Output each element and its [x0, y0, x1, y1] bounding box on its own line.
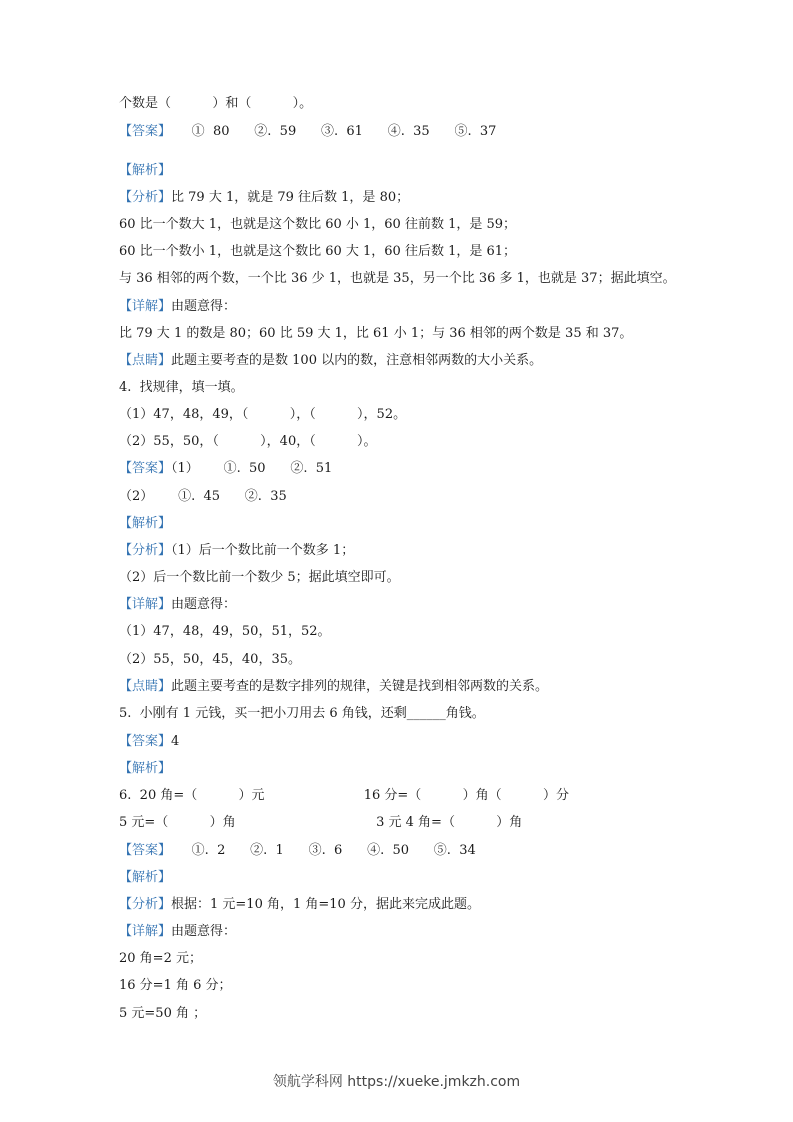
- line-text: 60 比一个数大 1，也就是这个数比 60 小 1，60 往前数 1，是 59；: [119, 217, 517, 232]
- section-tag: 【点睛】: [119, 679, 172, 694]
- line-text: （1） ①. 50 ②. 51: [171, 461, 333, 476]
- line-text: 比 79 大 1 的数是 80；60 比 59 大 1，比 61 小 1；与 36 相邻的两个数是 35 和 37。: [119, 326, 633, 341]
- text-line: [119, 760, 171, 778]
- line-text: 60 比一个数小 1，也就是这个数比 60 大 1，60 往后数 1，是 61；: [119, 244, 517, 259]
- section-tag: 【答案】: [119, 734, 172, 749]
- text-line: [119, 705, 485, 723]
- text-line: [119, 352, 542, 370]
- line-text: 4. 找规律，填一填。: [119, 380, 244, 395]
- line-text: 4: [171, 734, 180, 749]
- line-text: （1）后一个数比前一个数多 1；: [171, 543, 355, 558]
- section-tag: 【详解】: [119, 597, 172, 612]
- line-text: （2） ①. 45 ②. 35: [119, 489, 287, 504]
- text-line: [119, 977, 232, 995]
- text-line: [119, 406, 406, 424]
- line-text: （2）55，50，45，40，35。: [119, 652, 301, 667]
- text-line: [119, 923, 236, 941]
- line-text: 与 36 相邻的两个数，一个比 36 少 1，也就是 35，另一个比 36 多 1，也就是 37；据此填空。: [119, 271, 676, 286]
- section-tag: 【分析】: [119, 897, 172, 912]
- line-text: 根据：1 元=10 角，1 角=10 分，据此来完成此题。: [171, 897, 480, 912]
- section-tag: 【解析】: [119, 761, 172, 776]
- text-line: [119, 896, 480, 914]
- text-line: [119, 189, 409, 207]
- line-text: （1）47，48，49，（ ），（ ），52。: [119, 407, 407, 422]
- text-line: [119, 162, 171, 180]
- text-line: [119, 678, 548, 696]
- section-tag: 【详解】: [119, 299, 172, 314]
- line-text: 比 79 大 1，就是 79 往后数 1，是 80；: [171, 190, 410, 205]
- text-line: [119, 1005, 206, 1023]
- text-line: [119, 787, 569, 805]
- line-text: （1）47，48，49，50，51，52。: [119, 624, 331, 639]
- line-text: 5 元=50 角 ；: [119, 1006, 207, 1021]
- text-line: [119, 869, 171, 887]
- section-tag: 【解析】: [119, 870, 172, 885]
- line-text: （2）后一个数比前一个数少 5；据此填空即可。: [119, 570, 400, 585]
- line-text: ① 80 ②. 59 ③. 61 ④. 35 ⑤. 37: [171, 124, 497, 139]
- text-line: [119, 460, 332, 478]
- page-footer: 领航学科网 https://xueke.jmkzh.com: [272, 1074, 521, 1090]
- line-text: 由题意得：: [171, 597, 237, 612]
- line-text: 由题意得：: [171, 924, 237, 939]
- text-line: [119, 379, 244, 397]
- text-line: [119, 733, 179, 751]
- section-tag: 【点睛】: [119, 353, 172, 368]
- section-tag: 【答案】: [119, 124, 172, 139]
- text-line: [119, 325, 632, 343]
- line-text: 由题意得：: [171, 299, 237, 314]
- section-tag: 【答案】: [119, 461, 172, 476]
- text-line: [119, 270, 676, 288]
- line-text: 此题主要考查的是数 100 以内的数，注意相邻两数的大小关系。: [171, 353, 543, 368]
- line-text: 此题主要考查的是数字排列的规律，关键是找到相邻两数的关系。: [171, 679, 549, 694]
- text-line: [119, 623, 331, 641]
- text-line: [119, 243, 516, 261]
- line-text: 个数是（ ）和（ ）。: [119, 96, 313, 111]
- line-text: 5. 小刚有 1 元钱，买一把小刀用去 6 角钱，还剩______角钱。: [119, 706, 485, 721]
- text-line: [119, 651, 301, 669]
- text-line: [119, 814, 522, 832]
- text-line: [119, 123, 496, 141]
- section-tag: 【答案】: [119, 843, 172, 858]
- line-text: ①. 2 ②. 1 ③. 6 ④. 50 ⑤. 34: [171, 843, 476, 858]
- line-text: 20 角=2 元；: [119, 951, 202, 966]
- line-text: 16 分=1 角 6 分；: [119, 978, 232, 993]
- text-line: [119, 298, 236, 316]
- text-line: [119, 216, 516, 234]
- text-line: [119, 569, 400, 587]
- section-tag: 【详解】: [119, 924, 172, 939]
- text-line: [119, 950, 202, 968]
- text-line: [119, 515, 171, 533]
- text-line: [119, 95, 312, 113]
- text-line: [119, 842, 476, 860]
- section-tag: 【分析】: [119, 543, 172, 558]
- line-text: 5 元=（ ）角 3 元 4 角=（ ）角: [119, 815, 523, 830]
- section-tag: 【解析】: [119, 516, 172, 531]
- text-line: [119, 596, 236, 614]
- section-tag: 【分析】: [119, 190, 172, 205]
- line-text: （2）55，50，（ ），40，（ ）。: [119, 434, 377, 449]
- section-tag: 【解析】: [119, 163, 172, 178]
- text-line: [119, 488, 287, 506]
- text-line: [119, 542, 354, 560]
- line-text: 6. 20 角=（ ）元 16 分=（ ）角（ ）分: [119, 788, 569, 803]
- text-line: [119, 433, 377, 451]
